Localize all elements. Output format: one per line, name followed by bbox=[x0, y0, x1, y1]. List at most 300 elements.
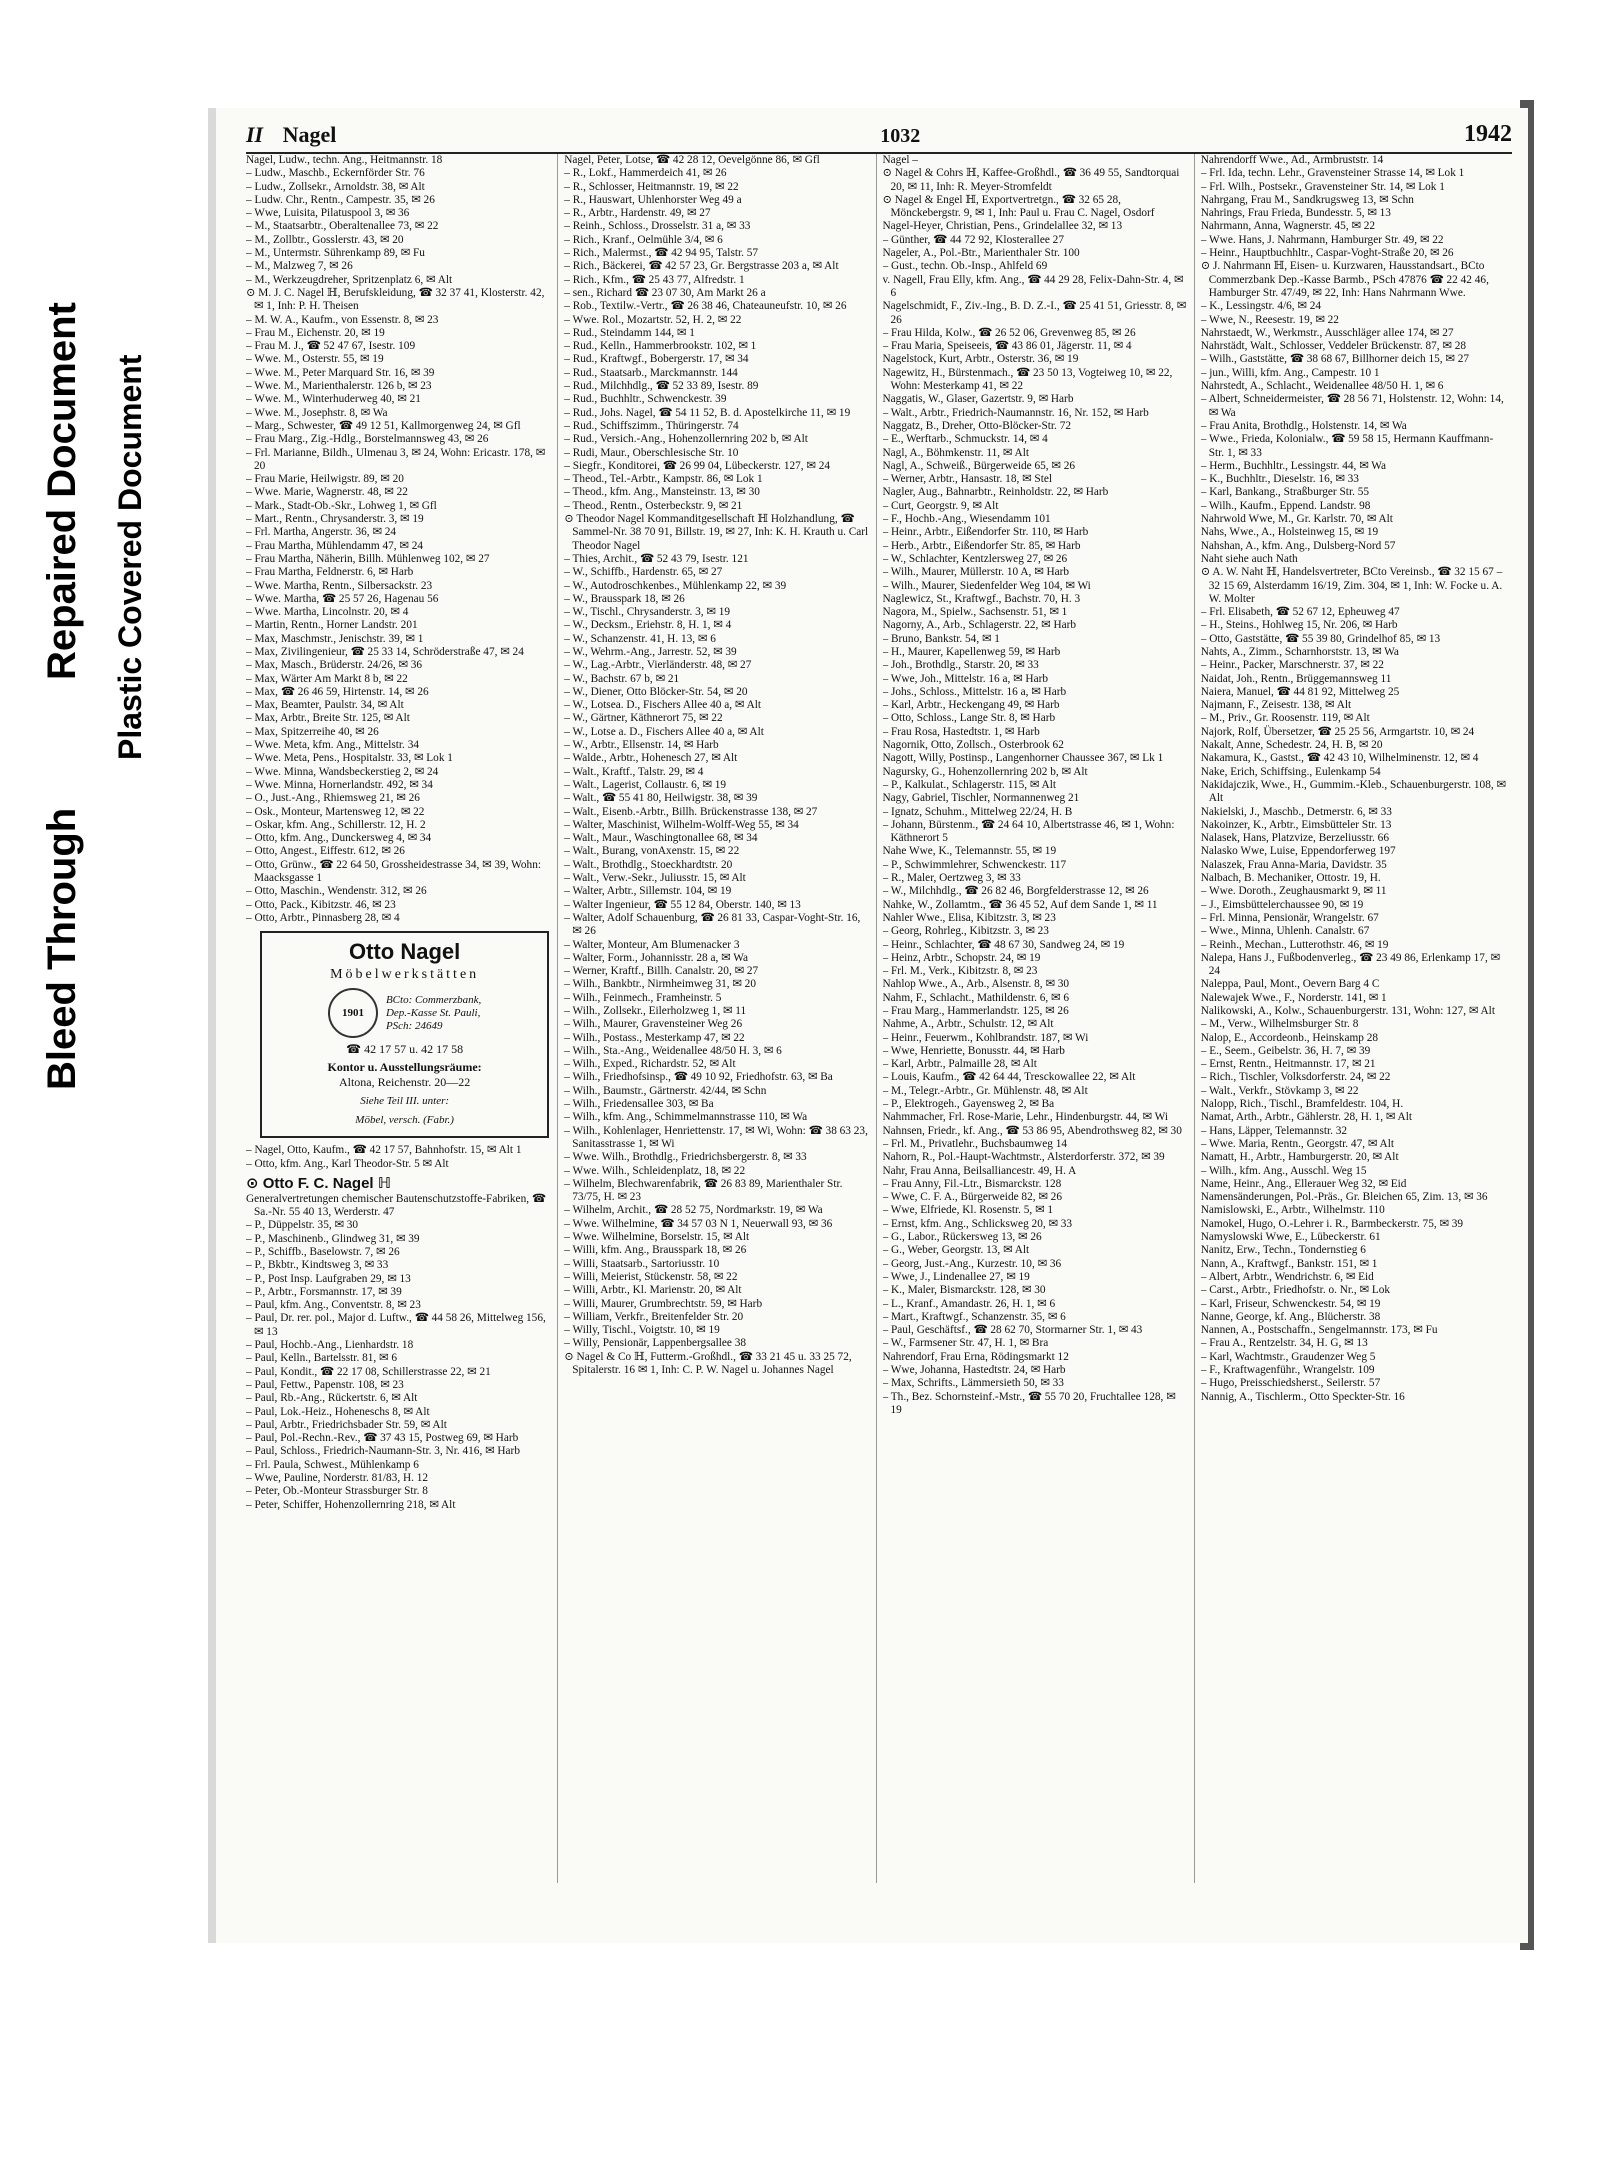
directory-entry: – Louis, Kaufm., ☎ 42 64 44, Tresckowallee 22, ✉ Alt bbox=[882, 1071, 1136, 1084]
directory-entry: – Reinh., Schloss., Drosselstr. 31 a, ✉ 33 bbox=[564, 220, 751, 233]
directory-entry: ⊙ M. J. C. Nagel ℍ, Berufskleidung, ☎ 32 37 41, Klosterstr. 42, ✉ 1, Inh: P. H. Theisen bbox=[246, 286, 545, 313]
directory-entry: – Martin, Rentn., Horner Landstr. 201 bbox=[246, 619, 418, 632]
directory-entry: Nagl, A., Schweiß., Bürgerweide 65, ✉ 26 bbox=[882, 459, 1075, 472]
directory-entry: Nakamura, K., Gastst., ☎ 42 43 10, Wilhelminenstr. 12, ✉ 4 bbox=[1200, 752, 1479, 765]
directory-entry: – R., Schlosser, Heitmannstr. 19, ✉ 22 bbox=[564, 180, 739, 193]
directory-entry: – Wilh., Friedensallee 303, ✉ Ba bbox=[564, 1098, 714, 1111]
directory-entry: – Wilh., Friedhofsinsp., ☎ 49 10 92, Friedhofstr. 63, ✉ Ba bbox=[564, 1071, 833, 1084]
directory-entry: Naht siehe auch Nath bbox=[1200, 552, 1298, 565]
directory-entry: Nalaszek, Frau Anna-Maria, Davidstr. 35 bbox=[1200, 858, 1387, 871]
directory-entry: – Albert, Arbtr., Wendrichstr. 6, ✉ Eid bbox=[1200, 1270, 1374, 1283]
directory-entry: – Paul, kfm. Ang., Conventstr. 8, ✉ 23 bbox=[246, 1299, 421, 1312]
directory-entry: – Wwe, Johanna, Hastedtstr. 24, ✉ Harb bbox=[882, 1364, 1066, 1377]
directory-entry: – Max, Beamter, Paulstr. 34, ✉ Alt bbox=[246, 699, 404, 712]
ad-address: Altona, Reichenstr. 20—22 bbox=[338, 1075, 471, 1090]
directory-entry: – Carst., Arbtr., Friedhofstr. o. Nr., ✉ Lok bbox=[1200, 1284, 1391, 1297]
ad-note-2: Möbel, versch. (Fabr.) bbox=[355, 1114, 454, 1127]
directory-entry: – Rud., Kraftwgf., Bobergerstr. 17, ✉ 34 bbox=[564, 353, 749, 366]
directory-entry: – Frau Marg., Hammerlandstr. 125, ✉ 26 bbox=[882, 1005, 1069, 1017]
directory-entry: – Willy, Tischl., Voigtstr. 10, ✉ 19 bbox=[564, 1324, 720, 1337]
directory-entry: – Wwe. Meta, kfm. Ang., Mittelstr. 34 bbox=[246, 739, 419, 752]
directory-entry: – Otto, Grünw., ☎ 22 64 50, Grossheidestrasse 34, ✉ 39, Wohn: Maacksgasse 1 bbox=[246, 858, 541, 885]
directory-entry: Nahrendorf, Frau Erna, Rödingsmarkt 12 bbox=[882, 1350, 1069, 1363]
directory-entry: – Nagel, Otto, Kaufm., ☎ 42 17 57, Bahnhofstr. 15, ✉ Alt 1 bbox=[246, 1144, 522, 1157]
page-number: 1032 bbox=[880, 125, 921, 147]
directory-entry: – H., Maurer, Kapellenweg 59, ✉ Harb bbox=[882, 645, 1061, 658]
directory-entry: – W., Lag.-Arbtr., Vierländerstr. 48, ✉ 27 bbox=[564, 659, 752, 672]
directory-entry: – jun., Willi, kfm. Ang., Campestr. 10 1 bbox=[1200, 366, 1380, 379]
directory-entry: Nahrstedt, A., Schlacht., Weidenallee 48/50 H. 1, ✉ 6 bbox=[1200, 380, 1444, 393]
directory-entry: Nahts, A., Zimm., Scharnhorststr. 13, ✉ Wa bbox=[1200, 645, 1399, 658]
directory-entry: – Max, Arbtr., Breite Str. 125, ✉ Alt bbox=[246, 712, 410, 725]
directory-entry: – Wwe. Martha, Lincolnstr. 20, ✉ 4 bbox=[246, 606, 409, 619]
directory-entry: – W., Schlachter, Kentzlersweg 27, ✉ 26 bbox=[882, 552, 1068, 565]
column-3-entries bbox=[883, 154, 1190, 1417]
directory-entry: Nagursky, G., Hohenzollernring 202 b, ✉ Alt bbox=[882, 765, 1088, 778]
directory-entry: Nagel-Heyer, Christian, Pens., Grindelallee 32, ✉ 13 bbox=[882, 220, 1123, 233]
directory-entry: – Peter, Ob.-Monteur Strassburger Str. 8 bbox=[246, 1485, 428, 1498]
directory-entry: – Otto, Arbtr., Pinnasberg 28, ✉ 4 bbox=[246, 911, 400, 924]
directory-entry: – Wwe, Luisita, Pilatuspool 3, ✉ 36 bbox=[246, 207, 410, 220]
directory-entry: – Rud., Milchhdlg., ☎ 52 33 89, Isestr. 89 bbox=[564, 380, 759, 393]
directory-entry: – Willi, Meierist, Stückenstr. 58, ✉ 22 bbox=[564, 1270, 738, 1283]
directory-entry: – Paul, Kelln., Bartelsstr. 81, ✉ 6 bbox=[246, 1352, 397, 1365]
directory-entry: – W., Bachstr. 67 b, ✉ 21 bbox=[564, 672, 680, 685]
directory-entry: – W., Farmsener Str. 47, H. 1, ✉ Bra bbox=[882, 1337, 1049, 1350]
column-4 bbox=[1201, 154, 1512, 1883]
directory-entry: – W., Autodroschkenbes., Mühlenkamp 22, ✉ 39 bbox=[564, 579, 787, 592]
directory-entry: Nahlop Wwe., A., Arb., Alsenstr. 8, ✉ 30 bbox=[882, 978, 1070, 991]
directory-entry: – Otto, Pack., Kibitzstr. 46, ✉ 23 bbox=[246, 898, 396, 911]
directory-entry: – Otto, Angest., Eiffestr. 612, ✉ 26 bbox=[246, 845, 405, 858]
directory-entry: – Albert, Schneidermeister, ☎ 28 56 71, Holstenstr. 12, Wohn: 14, ✉ Wa bbox=[1200, 393, 1504, 419]
directory-entry: – Frl. Paula, Schwest., Mühlenkamp 6 bbox=[246, 1458, 419, 1471]
header-roman: II bbox=[246, 122, 264, 147]
directory-entry: – Johs., Schloss., Mittelstr. 16 a, ✉ Harb bbox=[882, 685, 1067, 698]
directory-entry: Nanne, George, kf. Ang., Blücherstr. 38 bbox=[1200, 1310, 1381, 1323]
directory-entry: – Theod., Tel.-Arbtr., Kampstr. 86, ✉ Lok 1 bbox=[564, 473, 763, 486]
directory-entry: – William, Verkfr., Breitenfelder Str. 20 bbox=[564, 1310, 744, 1323]
directory-entry: Nagel, Ludw., techn. Ang., Heitmannstr. 18 bbox=[246, 154, 443, 166]
directory-entry: Nagel – bbox=[882, 154, 918, 166]
directory-entry: – Wwe. Minna, Wandsbeckerstieg 2, ✉ 24 bbox=[246, 765, 439, 778]
column-3 bbox=[883, 154, 1195, 1883]
directory-entry: – Otto, kfm. Ang., Karl Theodor-Str. 5 ✉ Alt bbox=[246, 1157, 449, 1170]
directory-entry: – Frl. Marianne, Bildh., Ulmenau 3, ✉ 24, Wohn: Ericastr. 178, ✉ 20 bbox=[246, 446, 546, 472]
directory-entry: – E., Werftarb., Schmuckstr. 14, ✉ 4 bbox=[882, 433, 1048, 446]
directory-entry: – Johann, Bürstenm., ☎ 24 64 10, Albertstrasse 46, ✉ 1, Wohn: Käthnerort 5 bbox=[882, 818, 1175, 845]
directory-entry: ⊙ A. W. Naht ℍ, Handelsvertreter, BCto Vereinsb., ☎ 32 15 67 – 32 15 69, Alsterdamm 16/19, Zim. 304, ✉ 1, Inh: W. Focke u. A. W. Molter bbox=[1200, 566, 1503, 605]
label-plastic-covered: Plastic Covered Document bbox=[112, 354, 148, 760]
directory-entry: ⊙ Theodor Nagel Kommanditgesellschaft ℍ Holzhandlung, ☎ Sammel-Nr. 38 70 91, Billstr. 19, ✉ 27, Inh: K. H. Krauth u. Carl Theodor Nagel bbox=[564, 513, 869, 552]
directory-entry: – Max, Wärter Am Markt 8 b, ✉ 22 bbox=[246, 672, 408, 685]
directory-entry: – Wilh., Zollsekr., Eilerholzweg 1, ✉ 11 bbox=[564, 1005, 747, 1017]
directory-entry: – Rud., Buchhltr., Schwenckestr. 39 bbox=[564, 393, 727, 406]
scanned-directory-page bbox=[208, 108, 1528, 1943]
directory-entry: – Frl. Minna, Pensionär, Wrangelstr. 67 bbox=[1200, 911, 1379, 924]
directory-entry: Nakoinzer, K., Arbtr., Eimsbütteler Str. 13 bbox=[1200, 818, 1392, 831]
directory-entry: – Walt., Eisenb.-Arbtr., Billh. Brückenstrasse 138, ✉ 27 bbox=[564, 805, 818, 818]
directory-entry: Namokel, Hugo, O.-Lehrer i. R., Barmbeckerstr. 75, ✉ 39 bbox=[1200, 1217, 1464, 1230]
directory-entry: – Gust., techn. Ob.-Insp., Ahlfeld 69 bbox=[882, 260, 1048, 273]
directory-entry: – G., Weber, Georgstr. 13, ✉ Alt bbox=[882, 1244, 1030, 1257]
directory-entry: – Wilh., Gaststätte, ☎ 38 68 67, Billhorner deich 15, ✉ 27 bbox=[1200, 353, 1469, 366]
directory-entry: – Heinr., Arbtr., Eißendorfer Str. 110, ✉ Harb bbox=[882, 526, 1089, 539]
directory-entry: Nahrwold Wwe, M., Gr. Karlstr. 70, ✉ Alt bbox=[1200, 513, 1393, 526]
directory-entry: Nalbach, B. Mechaniker, Ottostr. 19, H. bbox=[1200, 872, 1381, 885]
directory-entry: – W., Diener, Otto Blöcker-Str. 54, ✉ 20 bbox=[564, 685, 748, 698]
ad-subtitle: Möbelwerkstätten bbox=[330, 967, 480, 983]
directory-entry: – Frau Rosa, Hastedtstr. 1, ✉ Harb bbox=[882, 725, 1040, 738]
directory-entry: – Mark., Stadt-Ob.-Skr., Lohweg 1, ✉ Gfl bbox=[246, 499, 437, 512]
directory-entry: – Willy, Pensionär, Lappenbergsallee 38 bbox=[564, 1337, 747, 1350]
directory-entry: – Wilh., kfm. Ang., Ausschl. Weg 15 bbox=[1200, 1164, 1367, 1177]
directory-entry: – Otto, Maschin., Wendenstr. 312, ✉ 26 bbox=[246, 885, 427, 898]
seal-icon bbox=[328, 988, 378, 1038]
directory-entry: Nalepa, Hans J., Fußbodenverleg., ☎ 23 49 86, Erlenkamp 17, ✉ 24 bbox=[1200, 951, 1501, 978]
directory-entry: – Rud., Schiffszimm., Thüringerstr. 74 bbox=[564, 419, 739, 432]
directory-entry: – Wilh., Sta.-Ang., Weidenallee 48/50 H. 3, ✉ 6 bbox=[564, 1044, 782, 1057]
directory-entry: – Theod., kfm. Ang., Mansteinstr. 13, ✉ 30 bbox=[564, 486, 760, 499]
directory-entry: – Otto, Gaststätte, ☎ 55 39 80, Grindelhof 85, ✉ 13 bbox=[1200, 632, 1441, 645]
directory-entry: – Wwe. Wilhelmine, ☎ 34 57 03 N 1, Neuerwall 93, ✉ 36 bbox=[564, 1217, 833, 1230]
directory-entry: Nahe Wwe, K., Telemannstr. 55, ✉ 19 bbox=[882, 845, 1057, 858]
directory-entry: – Frau Anny, Fil.-Ltr., Bismarckstr. 128 bbox=[882, 1177, 1062, 1190]
directory-entry: – Mart., Rentn., Chrysanderstr. 3, ✉ 19 bbox=[246, 513, 424, 526]
directory-entry: Nagy, Gabriel, Tischler, Normannenweg 21 bbox=[882, 792, 1080, 805]
ad-bank-line-1: BCto: Commerzbank, bbox=[385, 993, 482, 1006]
directory-entry: – P., Maschinenb., Glindweg 31, ✉ 39 bbox=[246, 1232, 420, 1245]
directory-entry: Nahshan, A., kfm. Ang., Dulsberg-Nord 57 bbox=[1200, 539, 1396, 552]
directory-entry: – Max, ☎ 26 46 59, Hirtenstr. 14, ✉ 26 bbox=[246, 685, 429, 698]
directory-entry: Nagler, Aug., Bahnarbtr., Reinholdstr. 22, ✉ Harb bbox=[882, 486, 1109, 499]
directory-entry: – Walter, Adolf Schauenburg, ☎ 26 81 33, Caspar-Voght-Str. 16, ✉ 26 bbox=[564, 911, 861, 938]
directory-entry: Nagewitz, H., Bürstenmach., ☎ 23 50 13, Vogteiweg 10, ✉ 22, Wohn: Mesterkamp 41, ✉ 22 bbox=[882, 366, 1173, 393]
directory-entry: – Wwe. Marie, Wagnerstr. 48, ✉ 22 bbox=[246, 486, 408, 499]
directory-entry: – M., Priv., Gr. Roosenstr. 119, ✉ Alt bbox=[1200, 712, 1370, 725]
directory-entry: – W., Lotse a. D., Fischers Allee 40 a, ✉ Alt bbox=[564, 725, 764, 738]
directory-entry: – Karl, Bankang., Straßburger Str. 55 bbox=[1200, 486, 1370, 499]
directory-entry: – Paul, Rb.-Ang., Rückertstr. 6, ✉ Alt bbox=[246, 1392, 418, 1405]
directory-entry: – Herm., Buchhltr., Lessingstr. 44, ✉ Wa bbox=[1200, 459, 1387, 472]
directory-entry: – Wwe. M., Osterstr. 55, ✉ 19 bbox=[246, 353, 384, 366]
directory-entry: – Ludw. Chr., Rentn., Campestr. 35, ✉ 26 bbox=[246, 193, 435, 206]
directory-entry: – Rud., Versich.-Ang., Hohenzollernring 202 b, ✉ Alt bbox=[564, 433, 808, 446]
column-2-entries bbox=[564, 154, 871, 1377]
directory-entry: – Ernst, kfm. Ang., Schlicksweg 20, ✉ 33 bbox=[882, 1217, 1073, 1230]
directory-entry: – R., Arbtr., Hardenstr. 49, ✉ 27 bbox=[564, 207, 711, 220]
directory-entry: – Günther, ☎ 44 72 92, Klosterallee 27 bbox=[882, 233, 1064, 246]
directory-entry: – Frau Anita, Brothdlg., Holstenstr. 14, ✉ Wa bbox=[1200, 419, 1407, 432]
directory-entry: Naleppa, Paul, Mont., Oevern Barg 4 C bbox=[1200, 978, 1380, 991]
directory-entry: – Hugo, Preisschiedsherst., Seilerstr. 57 bbox=[1200, 1377, 1381, 1390]
directory-entry: Nahr, Frau Anna, Beilsalliancestr. 49, H. A bbox=[882, 1164, 1077, 1177]
directory-entry: – Frau A., Rentzelstr. 34, H. G, ✉ 13 bbox=[1200, 1337, 1368, 1350]
directory-entry: – Walter, Arbtr., Sillemstr. 104, ✉ 19 bbox=[564, 885, 732, 898]
directory-entry: Nahrmann, Anna, Wagnerstr. 45, ✉ 22 bbox=[1200, 220, 1376, 233]
ad-title: Otto Nagel bbox=[349, 939, 461, 965]
directory-entry: – Walt., Arbtr., Friedrich-Naumannstr. 16, Nr. 152, ✉ Harb bbox=[882, 406, 1149, 419]
directory-entry: – W., Tischl., Chrysanderstr. 3, ✉ 19 bbox=[564, 606, 731, 619]
directory-entry: – Wilh., Kaufm., Eppend. Landstr. 98 bbox=[1200, 499, 1371, 512]
directory-entry: Najork, Rolf, Übersetzer, ☎ 25 25 56, Armgartstr. 10, ✉ 24 bbox=[1200, 725, 1475, 738]
directory-entry: – Ludw., Maschb., Eckernförder Str. 76 bbox=[246, 167, 425, 180]
directory-entry: ⊙ Nagel & Cohrs ℍ, Kaffee-Großhdl., ☎ 36 49 55, Sandtorquai 20, ✉ 11, Inh: R. Meyer-Stromfeldt bbox=[882, 167, 1180, 193]
directory-entry: – M., Werkzeugdreher, Spritzenplatz 6, ✉ Alt bbox=[246, 273, 453, 286]
directory-entry: Najmann, F., Zeisestr. 138, ✉ Alt bbox=[1200, 699, 1352, 712]
directory-entry: – Frau M. J., ☎ 52 47 67, Isestr. 109 bbox=[246, 340, 416, 353]
directory-entry: – R., Hauswart, Uhlenhorster Weg 49 a bbox=[564, 193, 742, 206]
directory-entry: Nahme, A., Arbtr., Schulstr. 12, ✉ Alt bbox=[882, 1018, 1054, 1031]
directory-entry: – P., Düppelstr. 35, ✉ 30 bbox=[246, 1219, 359, 1232]
directory-entry: – Rich., Tischler, Volksdorferstr. 24, ✉ 22 bbox=[1200, 1071, 1391, 1084]
directory-entry: – Wwe. M., Marienthalerstr. 126 b, ✉ 23 bbox=[246, 380, 432, 393]
directory-entry: – Paul, Geschäftsf., ☎ 28 62 70, Stormarner Str. 1, ✉ 43 bbox=[882, 1324, 1143, 1337]
directory-entry: – Frl. M., Privatlehr., Buchsbaumweg 14 bbox=[882, 1137, 1068, 1150]
directory-entry: – sen., Richard ☎ 23 07 30, Am Markt 26 a bbox=[564, 286, 766, 299]
directory-entry: Nakidajczik, Wwe., H., Gummim.-Kleb., Schauenburgerstr. 108, ✉ Alt bbox=[1200, 778, 1506, 805]
directory-entry: – Werner, Arbtr., Hansastr. 18, ✉ Stel bbox=[882, 473, 1052, 486]
directory-entry: – W., Wehrm.-Ang., Jarrestr. 52, ✉ 39 bbox=[564, 645, 737, 658]
directory-entry: – E., Seem., Geibelstr. 36, H. 7, ✉ 39 bbox=[1200, 1044, 1371, 1057]
directory-entry: – Curt, Georgstr. 9, ✉ Alt bbox=[882, 499, 999, 512]
directory-entry: – Karl, Arbtr., Palmaille 28, ✉ Alt bbox=[882, 1058, 1037, 1071]
ad-phone: ☎ 42 17 57 u. 42 17 58 bbox=[346, 1042, 464, 1057]
post-ad-entries bbox=[246, 1144, 553, 1171]
directory-entry: – Thies, Archit., ☎ 52 43 79, Isestr. 121 bbox=[564, 552, 749, 565]
directory-entry: – Wilh., kfm. Ang., Schimmelmannstrasse 110, ✉ Wa bbox=[564, 1111, 808, 1124]
column-1 bbox=[246, 154, 558, 1883]
directory-entry: Nahm, F., Schlacht., Mathildenstr. 6, ✉ 6 bbox=[882, 991, 1069, 1004]
directory-entry: – Wwe. Wilhelmine, Borselstr. 15, ✉ Alt bbox=[564, 1231, 750, 1244]
directory-entry: – G., Labor., Rückersweg 13, ✉ 26 bbox=[882, 1231, 1042, 1244]
directory-entry: Nalasek, Hans, Platzvize, Berzeliusstr. 66 bbox=[1200, 832, 1389, 845]
directory-entry: – Wilh., Maurer, Siedenfelder Weg 104, ✉ Wi bbox=[882, 579, 1091, 592]
directory-entry: – Wilh., Bankbtr., Nirmheimweg 31, ✉ 20 bbox=[564, 978, 756, 991]
directory-entry: – Rich., Kranf., Oelmühle 3/4, ✉ 6 bbox=[564, 233, 723, 246]
directory-entry: – Walt., Maur., Waschingtonallee 68, ✉ 34 bbox=[564, 832, 758, 845]
directory-entry: Naiera, Manuel, ☎ 44 81 92, Mittelweg 25 bbox=[1200, 685, 1400, 698]
directory-entry: – Paul, Dr. rer. pol., Major d. Luftw., ☎ 44 58 26, Mittelweg 156, ✉ 13 bbox=[246, 1312, 546, 1338]
directory-entry: – Walt., Lagerist, Collaustr. 6, ✉ 19 bbox=[564, 778, 727, 791]
directory-entry: – Rich., Malermst., ☎ 42 94 95, Talstr. 57 bbox=[564, 247, 759, 260]
directory-entry: – Joh., Brothdlg., Starstr. 20, ✉ 33 bbox=[882, 659, 1039, 672]
directory-entry: – Willi, Staatsarb., Sartoriusstr. 10 bbox=[564, 1257, 720, 1270]
directory-entry: – O., Just.-Ang., Rhiemsweg 21, ✉ 26 bbox=[246, 792, 420, 805]
directory-entry: – Wilh., Postass., Mesterkamp 47, ✉ 22 bbox=[564, 1031, 745, 1044]
directory-entry: Nalikowski, A., Kolw., Schauenburgerstr. 131, Wohn: 127, ✉ Alt bbox=[1200, 1005, 1495, 1017]
directory-entry: Nanitz, Erw., Techn., Tondernstieg 6 bbox=[1200, 1244, 1366, 1257]
ad-seal-row bbox=[268, 988, 541, 1038]
directory-entry: – Ignatz, Schuhm., Mittelweg 22/24, H. B bbox=[882, 805, 1073, 818]
directory-entry: – Walt., ☎ 55 41 80, Heilwigstr. 38, ✉ 39 bbox=[564, 792, 758, 805]
directory-entry: – K., Maler, Bismarckstr. 128, ✉ 30 bbox=[882, 1284, 1046, 1297]
directory-entry: – Frau Maria, Speiseeis, ☎ 43 86 01, Jägerstr. 11, ✉ 4 bbox=[882, 340, 1132, 353]
directory-entry: – P., Schiffb., Baselowstr. 7, ✉ 26 bbox=[246, 1246, 400, 1258]
directory-entry: – Wwe, N., Reesestr. 19, ✉ 22 bbox=[1200, 313, 1339, 326]
firm-fc-nagel-text: Generalvertretungen chemischer Bautenschutzstoffe-Fabriken, ☎ Sa.-Nr. 55 40 13, Werderstr. 47 bbox=[246, 1192, 546, 1219]
directory-entry: – Frl. M., Verk., Kibitzstr. 8, ✉ 23 bbox=[882, 965, 1038, 978]
directory-entry: – Herb., Arbtr., Eißendorfer Str. 85, ✉ Harb bbox=[882, 539, 1081, 552]
directory-entry: – H., Steins., Hohlweg 15, Nr. 206, ✉ Harb bbox=[1200, 619, 1398, 632]
entry-columns bbox=[246, 154, 1512, 1883]
directory-entry: – Rich., Bäckerei, ☎ 42 57 23, Gr. Bergstrasse 203 a, ✉ Alt bbox=[564, 260, 839, 273]
directory-entry: Nagora, M., Spielw., Sachsenstr. 51, ✉ 1 bbox=[882, 606, 1068, 619]
directory-entry: Naggatz, B., Dreher, Otto-Blöcker-Str. 72 bbox=[882, 419, 1071, 432]
directory-entry: Name, Heinr., Ang., Ellerauer Weg 32, ✉ Eid bbox=[1200, 1177, 1407, 1190]
directory-entry: – Theod., Rentn., Osterbeckstr. 9, ✉ 21 bbox=[564, 499, 743, 512]
directory-entry: Nagel, Peter, Lotse, ☎ 42 28 12, Oevelgönne 86, ✉ Gfl bbox=[564, 154, 820, 166]
directory-entry: – Oskar, kfm. Ang., Schillerstr. 12, H. 2 bbox=[246, 818, 426, 831]
directory-entry: – K., Lessingstr. 4/6, ✉ 24 bbox=[1200, 300, 1321, 313]
directory-entry: – Wwe. Meta, Pens., Hospitalstr. 33, ✉ Lok 1 bbox=[246, 752, 453, 765]
directory-entry: – W., Gärtner, Käthnerort 75, ✉ 22 bbox=[564, 712, 723, 725]
directory-entry: – Rich., Kfm., ☎ 25 43 77, Alfredstr. 1 bbox=[564, 273, 745, 286]
directory-entry: – M., Untermstr. Sührenkamp 89, ✉ Fu bbox=[246, 247, 425, 260]
directory-entry: – Reinh., Mechan., Lutterothstr. 46, ✉ 19 bbox=[1200, 938, 1389, 951]
directory-entry: Namensänderungen, Pol.-Präs., Gr. Bleichen 65, Zim. 13, ✉ 36 bbox=[1200, 1191, 1488, 1204]
directory-entry: – W., Arbtr., Ellsenstr. 14, ✉ Harb bbox=[564, 739, 719, 752]
directory-entry: – Wwe. Minna, Hornerlandstr. 492, ✉ 34 bbox=[246, 778, 433, 791]
directory-entry: – P., Elektrogeh., Gayensweg 2, ✉ Ba bbox=[882, 1098, 1055, 1111]
directory-entry: – Werner, Kraftf., Billh. Canalstr. 20, ✉ 27 bbox=[564, 965, 759, 978]
directory-entry: – L., Kranf., Amandastr. 26, H. 1, ✉ 6 bbox=[882, 1297, 1056, 1310]
post-firm-entries bbox=[246, 1219, 553, 1512]
ad-bank-line-3: PSch: 24649 bbox=[385, 1019, 443, 1032]
directory-entry: – Walter Ingenieur, ☎ 55 12 84, Oberstr. 140, ✉ 13 bbox=[564, 898, 801, 911]
directory-entry: – Frl. Martha, Angerstr. 36, ✉ 24 bbox=[246, 526, 397, 539]
ad-bank-line-2: Dep.-Kasse St. Pauli, bbox=[385, 1006, 481, 1019]
directory-entry: – Walter, Monteur, Am Blumenacker 3 bbox=[564, 938, 740, 951]
ad-note-1: Siehe Teil III. unter: bbox=[360, 1095, 450, 1108]
directory-entry: – Otto, kfm. Ang., Dunckersweg 4, ✉ 34 bbox=[246, 832, 432, 845]
directory-entry: – Rob., Textilw.-Vertr., ☎ 26 38 46, Chateauneufstr. 10, ✉ 26 bbox=[564, 300, 847, 313]
directory-entry: – W., Schanzenstr. 41, H. 13, ✉ 6 bbox=[564, 632, 716, 645]
column-1-entries bbox=[246, 154, 553, 925]
directory-entry: Nakielski, J., Maschb., Detmerstr. 6, ✉ 33 bbox=[1200, 805, 1392, 818]
directory-entry: – Max, Zivilingenieur, ☎ 25 33 14, Schröderstraße 47, ✉ 24 bbox=[246, 645, 524, 658]
directory-entry: – Wilh., Kohlenlager, Henriettenstr. 17, ✉ Wi, Wohn: ☎ 38 63 23, Sanitasstrasse 1, ✉ Wi bbox=[564, 1124, 868, 1150]
directory-entry: – Walt., Verkfr., Stövkamp 3, ✉ 22 bbox=[1200, 1084, 1359, 1097]
directory-entry: Nagornik, Otto, Zollsch., Osterbrook 62 bbox=[882, 739, 1064, 752]
directory-entry: Nahrendorff Wwe., Ad., Armbruststr. 14 bbox=[1200, 154, 1384, 166]
directory-entry: – Frau Martha, Feldnerstr. 6, ✉ Harb bbox=[246, 566, 414, 579]
directory-entry: – Frl. Ida, techn. Lehr., Gravensteiner Strasse 14, ✉ Lok 1 bbox=[1200, 167, 1465, 180]
directory-entry: – Walter, Form., Johannisstr. 28 a, ✉ Wa bbox=[564, 951, 748, 964]
directory-entry: – Wwe. Martha, ☎ 25 57 26, Hagenau 56 bbox=[246, 592, 439, 605]
directory-entry: – M., Zollbtr., Gosslerstr. 43, ✉ 20 bbox=[246, 233, 404, 246]
directory-entry: – Frau Hilda, Kolw., ☎ 26 52 06, Grevenweg 85, ✉ 26 bbox=[882, 326, 1136, 339]
directory-entry: – M., Malzweg 7, ✉ 26 bbox=[246, 260, 353, 273]
directory-entry: – R., Lokf., Hammerdeich 41, ✉ 26 bbox=[564, 167, 727, 180]
directory-entry: – R., Maler, Oertzweg 3, ✉ 33 bbox=[882, 872, 1021, 885]
directory-entry: – Frau Martha, Mühlendamm 47, ✉ 24 bbox=[246, 539, 424, 552]
directory-entry: – Frau Martha, Näherin, Billh. Mühlenweg 102, ✉ 27 bbox=[246, 552, 490, 565]
directory-entry: – K., Buchhltr., Dieselstr. 16, ✉ 33 bbox=[1200, 473, 1359, 486]
directory-entry: Namatt, H., Arbtr., Hamburgerstr. 20, ✉ Alt bbox=[1200, 1151, 1399, 1164]
directory-entry: Nageler, A., Pol.-Btr., Marienthaler Str. 100 bbox=[882, 247, 1080, 260]
directory-entry: Nagelstock, Kurt, Arbtr., Osterstr. 36, ✉ 19 bbox=[882, 353, 1079, 366]
directory-entry: – Wwe, Elfriede, Kl. Rosenstr. 5, ✉ 1 bbox=[882, 1204, 1054, 1217]
directory-entry: – Wilh., Baumstr., Gärtnerstr. 42/44, ✉ Schn bbox=[564, 1084, 767, 1097]
directory-entry: – Walt., Burang, vonAxenstr. 15, ✉ 22 bbox=[564, 845, 740, 858]
directory-entry: – Willi, Arbtr., Kl. Marienstr. 20, ✉ Alt bbox=[564, 1284, 742, 1297]
directory-entry: – Wilhelm, Archit., ☎ 28 52 75, Nordmarkstr. 19, ✉ Wa bbox=[564, 1204, 823, 1217]
directory-entry: – F., Hochb.-Ang., Wiesendamm 101 bbox=[882, 513, 1051, 526]
directory-entry: – M., Verw., Wilhelmsburger Str. 8 bbox=[1200, 1018, 1359, 1031]
directory-entry: – Wilh., Maurer, Müllerstr. 10 A, ✉ Harb bbox=[882, 566, 1070, 579]
directory-entry: – Wwe. M., Josephstr. 8, ✉ Wa bbox=[246, 406, 388, 419]
directory-entry: – Heinr., Packer, Marschnerstr. 37, ✉ 22 bbox=[1200, 659, 1384, 672]
directory-entry: – W., Milchhdlg., ☎ 26 82 46, Borgfelderstrasse 12, ✉ 26 bbox=[882, 885, 1149, 898]
directory-entry: – Wwe, Joh., Mittelstr. 16 a, ✉ Harb bbox=[882, 672, 1049, 685]
firm-fc-nagel-title: ⊙ Otto F. C. Nagel ℍ bbox=[246, 1174, 392, 1192]
directory-entry: – Frl. Wilh., Postsekr., Gravensteiner Str. 14, ✉ Lok 1 bbox=[1200, 180, 1445, 193]
directory-entry: – Heinr., Schlachter, ☎ 48 67 30, Sandweg 24, ✉ 19 bbox=[882, 938, 1125, 951]
directory-entry: – Walt., Kraftf., Talstr. 29, ✉ 4 bbox=[564, 765, 704, 778]
directory-entry: – Wwe, J., Lindenallee 27, ✉ 19 bbox=[882, 1270, 1030, 1283]
directory-entry: – Paul, Fettw., Papenstr. 108, ✉ 23 bbox=[246, 1378, 404, 1391]
directory-entry: – Rud., Johs. Nagel, ☎ 54 11 52, B. d. Apostelkirche 11, ✉ 19 bbox=[564, 406, 851, 419]
running-head bbox=[246, 114, 1512, 154]
directory-entry: v. Nagell, Frau Elly, kfm. Ang., ☎ 44 29 28, Felix-Dahn-Str. 4, ✉ 6 bbox=[882, 273, 1184, 299]
column-4-entries bbox=[1201, 154, 1508, 1404]
label-bleed-through: Bleed Through bbox=[40, 807, 84, 1090]
directory-entry: – Wilh., Exped., Richardstr. 52, ✉ Alt bbox=[564, 1058, 736, 1071]
directory-entry: Nalopp, Rich., Tischl., Bramfeldestr. 104, H. bbox=[1200, 1098, 1404, 1111]
directory-entry: – Wilh., Maurer, Gravensteiner Weg 26 bbox=[564, 1018, 743, 1031]
directory-entry: – Peter, Schiffer, Hohenzollernring 218, ✉ Alt bbox=[246, 1498, 456, 1511]
directory-entry: Nagl, A., Böhmkenstr. 11, ✉ Alt bbox=[882, 446, 1029, 459]
ad-bank-info bbox=[386, 994, 481, 1033]
directory-entry: – W., Brausspark 18, ✉ 26 bbox=[564, 592, 685, 605]
directory-entry: Nakalt, Anne, Schedestr. 24, H. B, ✉ 20 bbox=[1200, 739, 1383, 752]
directory-entry: – Siegfr., Konditorei, ☎ 26 99 04, Lübeckerstr. 127, ✉ 24 bbox=[564, 459, 831, 472]
directory-entry: – Heinr., Hauptbuchhltr., Caspar-Voght-Straße 20, ✉ 26 bbox=[1200, 247, 1454, 260]
directory-entry: Nann, A., Kraftwgf., Bankstr. 151, ✉ 1 bbox=[1200, 1257, 1378, 1270]
directory-entry: – Wwe. Maria, Rentn., Georgstr. 47, ✉ Alt bbox=[1200, 1137, 1394, 1150]
directory-entry: – Karl, Friseur, Schwenckestr. 54, ✉ 19 bbox=[1200, 1297, 1381, 1310]
directory-entry: – W., Lotsea. D., Fischers Allee 40 a, ✉ Alt bbox=[564, 699, 762, 712]
directory-entry: – F., Kraftwagenführ., Wrangelstr. 109 bbox=[1200, 1364, 1375, 1377]
directory-entry: – Frau Marie, Heilwigstr. 89, ✉ 20 bbox=[246, 473, 404, 486]
directory-entry: – Frau M., Eichenstr. 20, ✉ 19 bbox=[246, 326, 385, 339]
directory-entry: – Max, Schrifts., Lämmersieth 50, ✉ 33 bbox=[882, 1377, 1064, 1390]
directory-entry: – Max, Spitzerreihe 40, ✉ 26 bbox=[246, 725, 379, 738]
directory-entry: Nahorn, R., Pol.-Haupt-Wachtmstr., Alsterdorferstr. 372, ✉ 39 bbox=[882, 1151, 1165, 1164]
directory-entry: Nalasko Wwe, Luise, Eppendorferweg 197 bbox=[1200, 845, 1396, 858]
ad-kontor: Kontor u. Ausstellungsräume: bbox=[327, 1060, 482, 1075]
directory-entry: – P., Kalkulat., Schlagerstr. 115, ✉ Alt bbox=[882, 778, 1056, 791]
directory-entry: – Walde., Arbtr., Hohenesch 27, ✉ Alt bbox=[564, 752, 738, 765]
directory-entry: – Wwe. Wilh., Schleidenplatz, 18, ✉ 22 bbox=[564, 1164, 746, 1177]
directory-entry: – Walt., Brothdlg., Stoeckhardtstr. 20 bbox=[564, 858, 733, 871]
directory-entry: Namat, Arth., Arbtr., Gählerstr. 28, H. 1, ✉ Alt bbox=[1200, 1111, 1412, 1124]
directory-entry: Nannen, A., Postschaffn., Sengelmannstr. 173, ✉ Fu bbox=[1200, 1324, 1438, 1337]
directory-entry: Namyslowski Wwe, E., Lübeckerstr. 61 bbox=[1200, 1231, 1381, 1244]
directory-entry: ⊙ J. Nahrmann ℍ, Eisen- u. Kurzwaren, Hausstandsart., BCto Commerzbank Dep.-Kasse Barmb., PSch 47876 ☎ 22 42 46, Hamburger Str. 47/49, ✉ 22, Inh: Hans Nahrmann Wwe. bbox=[1200, 260, 1489, 299]
directory-entry: – M. W. A., Kaufm., von Essenstr. 8, ✉ 23 bbox=[246, 313, 439, 326]
directory-entry: – J., Eimsbüttelerchaussee 90, ✉ 19 bbox=[1200, 898, 1364, 911]
directory-entry: – Frau Marg., Zig.-Hdlg., Borstelmannsweg 43, ✉ 26 bbox=[246, 433, 489, 446]
annotation-labels bbox=[40, 240, 200, 1100]
directory-entry: – Marg., Schwester, ☎ 49 12 51, Kallmorgenweg 24, ✉ Gfl bbox=[246, 419, 521, 432]
directory-entry: – Otto, Schloss., Lange Str. 8, ✉ Harb bbox=[882, 712, 1056, 725]
directory-entry: Nalewajek Wwe., F., Norderstr. 141, ✉ 1 bbox=[1200, 991, 1387, 1004]
directory-entry: – Willi, Maurer, Grumbrechtstr. 59, ✉ Harb bbox=[564, 1297, 763, 1310]
header-name: Nagel bbox=[282, 122, 337, 147]
directory-entry: – Wwe, Pauline, Norderstr. 81/83, H. 12 bbox=[246, 1472, 429, 1485]
